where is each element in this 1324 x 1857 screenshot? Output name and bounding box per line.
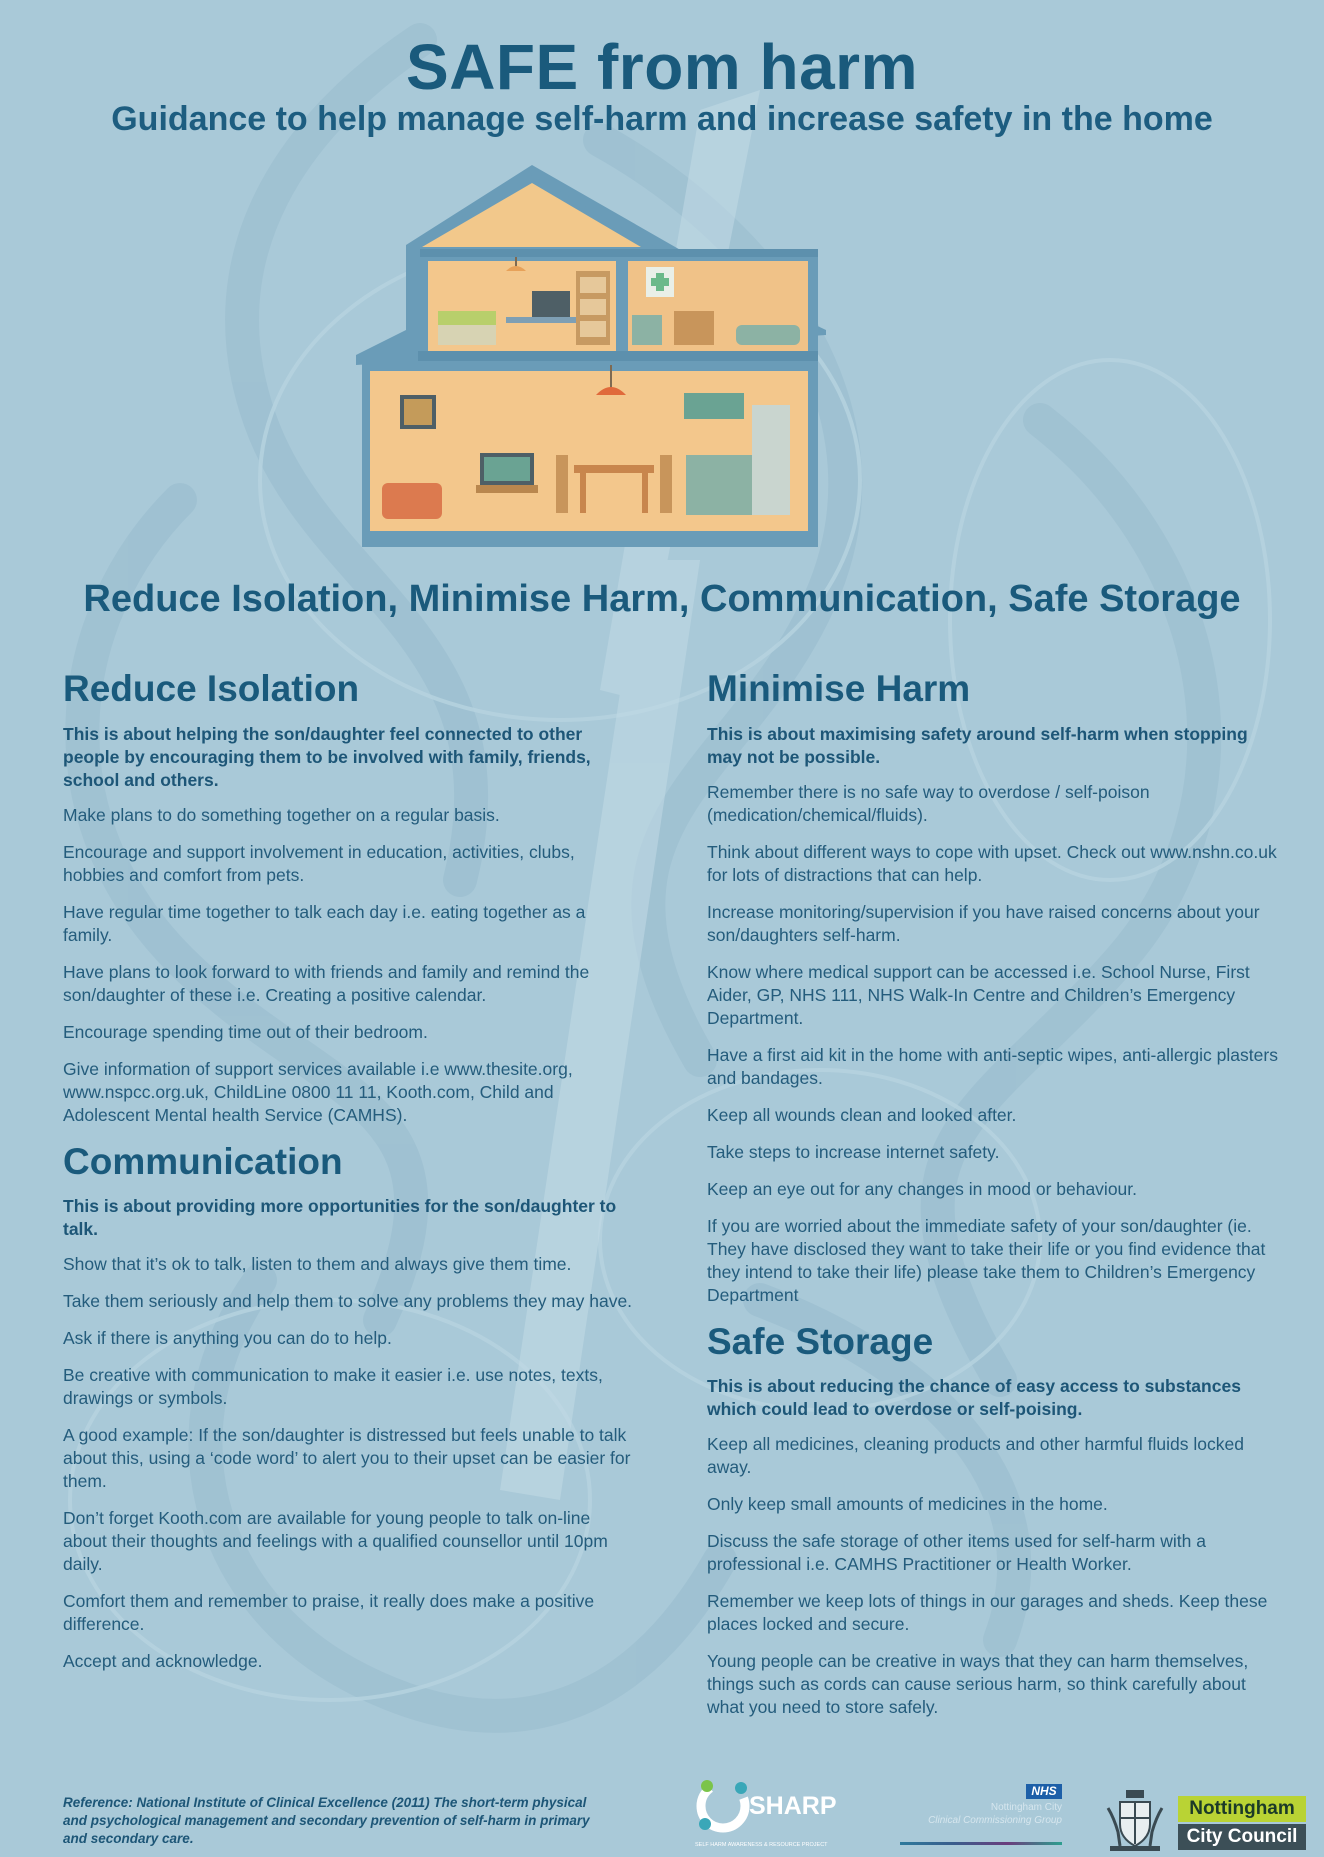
nhs-logo-bar (900, 1842, 1062, 1845)
communication-section (63, 1141, 633, 1674)
minimise-harm-heading: Minimise Harm (707, 668, 971, 709)
reduce-isolation-heading: Reduce Isolation (63, 668, 360, 709)
safe-storage-section (707, 1321, 1287, 1720)
nhs-logo-line2: Clinical Commissioning Group (928, 1815, 1062, 1826)
nhs-logo-line1: Nottingham City (990, 1802, 1062, 1813)
communication-heading: Communication (63, 1140, 343, 1182)
safe-storage-item: Only keep small amounts of medicines in the home. (707, 1494, 1108, 1515)
sharp-logo-text: SHARP (749, 1792, 837, 1820)
page-subtitle: Guidance to help manage self-harm and increase safety in the home (111, 100, 1213, 138)
minimise-harm-section (707, 668, 1287, 1307)
minimise-harm-item: Increase monitoring/supervision if you have raised concerns about your son/daughters self-harm. (707, 901, 1260, 945)
communication-item: Accept and acknowledge. (63, 1651, 263, 1672)
right-column (707, 668, 1287, 1733)
minimise-harm-item: Have a first aid kit in the home with anti-septic wipes, anti-allergic plasters and bandages. (707, 1044, 1278, 1088)
reduce-isolation-item: Have plans to look forward to with friends and family and remind the son/daughter of these i.e. Creating a positive calendar. (63, 961, 590, 1005)
nhs-logo (900, 1784, 1062, 1850)
communication-item: Show that it’s ok to talk, listen to them and always give them time. (63, 1254, 572, 1275)
reduce-isolation-item: Have regular time together to talk each day i.e. eating together as a family. (63, 901, 586, 945)
sharp-logo-subtext: SELF HARM AWARENESS & RESOURCE PROJECT (695, 1842, 828, 1848)
communication-item: A good example: If the son/daughter is distressed but feels unable to talk about this, using a ‘code word’ to alert you to their upset can be easier for them. (63, 1425, 631, 1492)
minimise-harm-item: Remember there is no safe way to overdose / self-poison (medication/chemical/fluids). (707, 781, 1150, 825)
sharp-hands-icon (693, 1774, 753, 1838)
safe-storage-item: Keep all medicines, cleaning products and other harmful fluids locked away. (707, 1434, 1244, 1478)
council-logo-line2: City Council (1178, 1824, 1306, 1850)
communication-item: Be creative with communication to make it easier i.e. use notes, texts, drawings or symbols. (63, 1365, 603, 1409)
safe-storage-item: Discuss the safe storage of other items used for self-harm with a professional i.e. CAMHS Practitioner or Health Worker. (707, 1531, 1206, 1575)
safe-storage-heading: Safe Storage (707, 1320, 934, 1362)
minimise-harm-item: Take steps to increase internet safety. (707, 1141, 1000, 1162)
coat-of-arms-icon (1106, 1788, 1164, 1852)
minimise-harm-item: Keep all wounds clean and looked after. (707, 1104, 1017, 1125)
communication-item: Take them seriously and help them to solve any problems they may have. (63, 1291, 633, 1312)
reduce-isolation-item: Make plans to do something together on a regular basis. (63, 804, 500, 825)
safe-storage-intro: This is about reducing the chance of easy access to substances which could lead to overdose or self-poising. (707, 1376, 1241, 1420)
reduce-isolation-item: Encourage and support involvement in education, activities, clubs, hobbies and comfort from pets. (63, 841, 575, 885)
reduce-isolation-section (63, 668, 633, 1127)
minimise-harm-item: Think about different ways to cope with upset. Check out www.nshn.co.uk for lots of distractions that can help. (707, 841, 1277, 885)
nhs-badge: NHS (1026, 1784, 1062, 1799)
communication-item: Don’t forget Kooth.com are available for young people to talk on-line about their thoughts and feelings with a qualified counsellor until 10pm daily. (63, 1508, 608, 1575)
communication-item: Ask if there is anything you can do to help. (63, 1328, 392, 1349)
left-column (63, 668, 633, 1687)
communication-intro: This is about providing more opportunities for the son/daughter to talk. (63, 1196, 617, 1240)
council-logo-line1: Nottingham (1178, 1796, 1306, 1822)
topics-tagline: Reduce Isolation, Minimise Harm, Communication, Safe Storage (83, 578, 1241, 620)
nottingham-city-council-logo (1178, 1796, 1306, 1852)
sharp-logo (693, 1774, 853, 1852)
reference-note: Reference: National Institute of Clinical Excellence (2011) The short-term physical and psychological management and secondary prevention of self-harm in primary and secondary care. (63, 1795, 590, 1846)
reduce-isolation-item: Encourage spending time out of their bedroom. (63, 1021, 428, 1042)
reduce-isolation-item: Give information of support services available i.e www.thesite.org, www.nspcc.org.uk, ChildLine 0800 11 11, Kooth.com, Child and Adolescent Mental health Service (CAMHS). (63, 1058, 573, 1125)
safe-storage-item: Remember we keep lots of things in our garages and sheds. Keep these places locked and secure. (707, 1591, 1268, 1635)
reduce-isolation-intro: This is about helping the son/daughter feel connected to other people by encouraging them to be involved with family, friends, school and others. (63, 723, 591, 790)
minimise-harm-item: If you are worried about the immediate safety of your son/daughter (ie. They have disclosed they want to take their life or you find evidence that they intend to take their life) please take them to Children’s Emergency Department (707, 1215, 1266, 1305)
page-title: SAFE from harm (406, 31, 918, 103)
minimise-harm-item: Keep an eye out for any changes in mood or behaviour. (707, 1178, 1138, 1199)
minimise-harm-item: Know where medical support can be accessed i.e. School Nurse, First Aider, GP, NHS 111, NHS Walk-In Centre and Children’s Emergency Department. (707, 961, 1250, 1028)
safe-storage-item: Young people can be creative in ways that they can harm themselves, things such as cords can cause serious harm, so think carefully about what you need to store safely. (707, 1651, 1249, 1718)
house-cutaway-icon (356, 165, 968, 547)
communication-item: Comfort them and remember to praise, it really does make a positive difference. (63, 1591, 595, 1635)
minimise-harm-intro: This is about maximising safety around self-harm when stopping may not be possible. (707, 723, 1248, 767)
